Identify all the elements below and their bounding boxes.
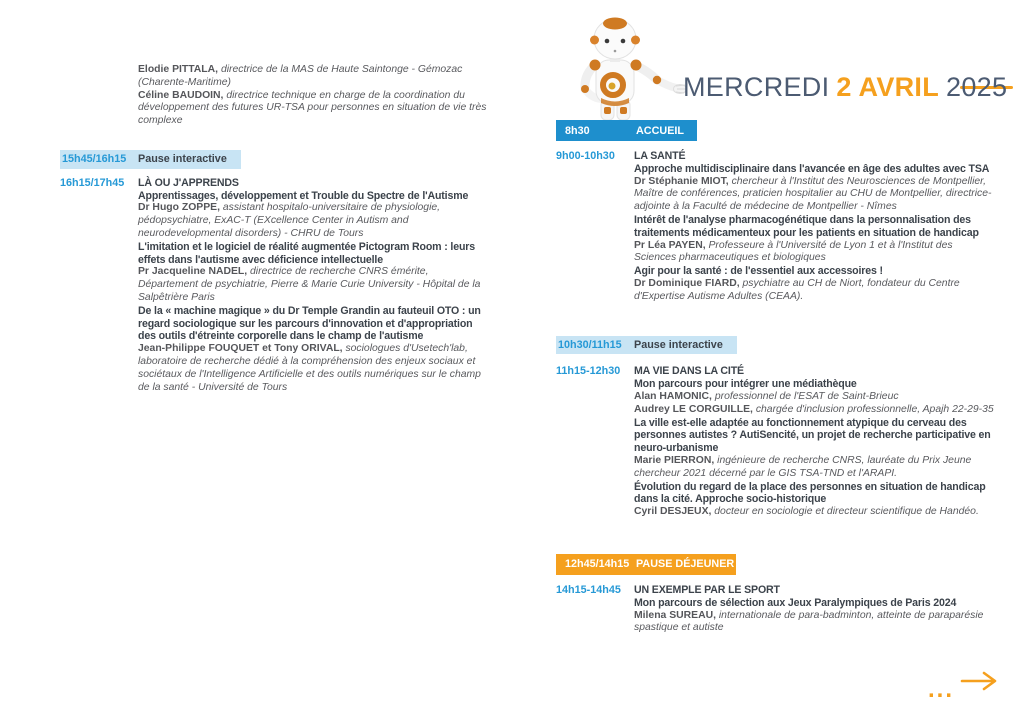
speaker-entry <box>634 391 994 404</box>
speaker-entry <box>138 266 488 304</box>
talk-title: De la « machine magique » du Dr Temple Grandin au fauteuil OTO : un regard sociologique sur les parcours d'innovation et d'appropriation des outils d'étreinte corporelle dans le champ de l'autisme <box>138 304 481 343</box>
speaker-entry <box>634 240 994 266</box>
right-column <box>556 120 994 635</box>
session-block <box>60 64 488 128</box>
speaker-name: Audrey LE CORGUILLE, <box>634 403 756 415</box>
talk-title: Mon parcours de sélection aux Jeux Paralympiques de Paris 2024 <box>634 596 957 609</box>
speaker-name: Jean-Philippe FOUQUET et Tony ORIVAL, <box>138 343 346 355</box>
session-time: 9h00-10h30 <box>556 150 615 162</box>
speaker-entry <box>138 343 488 394</box>
session-category-title: MA VIE DANS LA CITÉ <box>634 365 744 378</box>
speaker-name: Dr Dominique FIARD, <box>634 277 743 289</box>
speaker-entry <box>634 610 994 636</box>
session-block <box>556 584 994 635</box>
break-label: Pause interactive <box>138 152 227 165</box>
speaker-name: Dr Hugo ZOPPE, <box>138 202 223 214</box>
left-column <box>60 64 488 394</box>
talk-title: La ville est-elle adaptée au fonctionnement atypique du cerveau des personnes autistes ? AutiSencité, un projet de recherche participative en neuro-urbanisme <box>634 416 991 455</box>
session-content <box>634 584 994 635</box>
speaker-role: docteur en sociologie et directeur scientifique de Handéo. <box>714 506 979 518</box>
continuation-arrow-icon <box>960 670 1000 697</box>
interactive-break-band <box>60 150 241 169</box>
speaker-entry <box>634 506 994 519</box>
session-block <box>556 365 994 519</box>
speaker-name: Marie PIERRON, <box>634 454 718 466</box>
speaker-entry <box>138 64 488 90</box>
speaker-role: internationale de para-badminton, atteinte de paraparésie spastique et autiste <box>634 609 984 634</box>
speaker-name: Pr Léa PAYEN, <box>634 239 709 251</box>
talk-title: Approche multidisciplinaire dans l'avancée en âge des adultes avec TSA <box>634 162 990 175</box>
session-time: 16h15/17h45 <box>60 176 125 189</box>
page-title <box>683 72 1007 103</box>
speaker-entry <box>634 455 994 481</box>
speaker-entry <box>138 90 488 128</box>
speaker-name: Dr Stéphanie MIOT, <box>634 175 732 187</box>
break-time: 15h45/16h15 <box>62 152 127 165</box>
talk-title: L'imitation et le logiciel de réalité augmentée Pictogram Room : leurs effets dans l'autisme avec déficience intellectuelle <box>138 240 475 266</box>
speaker-role: Professeure à l'Université de Lyon 1 et à l'Institut des Sciences pharmaceutiques et biologiques <box>634 239 953 264</box>
interactive-break-band <box>556 336 737 355</box>
talk-title: Mon parcours pour intégrer une médiathèque <box>634 378 857 391</box>
session-content <box>138 64 488 128</box>
session-block <box>556 150 994 304</box>
bar-label: ACCUEIL <box>636 124 684 137</box>
speaker-role: ingénieure de recherche CNRS, lauréate du Prix Jeune chercheur 2021 décerné par le GIS TSA-TND et l'ARAPI. <box>634 454 972 479</box>
bar-label: PAUSE DÉJEUNER <box>636 558 735 571</box>
speaker-role: sociologues d'Usetech'lab, laboratoire de recherche dédié à la compréhension des enjeux sociaux et sociétaux de l'Intelligence Artificielle et des outils numériques sur le champ de la santé - Université de Tours <box>138 343 481 393</box>
page-continuation <box>928 670 1000 703</box>
talk-title: Apprentissages, développement et Trouble du Spectre de l'Autisme <box>138 189 469 202</box>
session-content <box>138 177 488 395</box>
speaker-role: directrice technique en charge de la coordination du développement des futures UR-TSA pour personnes en situation de vie très complexe <box>138 89 487 127</box>
bar-time: 12h45/14h15 <box>565 558 630 571</box>
lunch-break-bar <box>556 554 736 575</box>
session-content <box>634 150 994 304</box>
speaker-entry <box>634 404 994 417</box>
speaker-name: Elodie PITTALA, <box>138 64 221 75</box>
speaker-role: chargée d'inclusion professionnelle, Apajh 22-29-35 <box>755 403 994 415</box>
session-time: 14h15-14h45 <box>556 583 621 596</box>
break-time: 10h30/11h15 <box>558 338 622 351</box>
nao-robot-image <box>549 6 689 127</box>
session-content <box>634 365 994 519</box>
speaker-name: Milena SUREAU, <box>634 609 719 621</box>
speaker-role: chercheur à l'Institut des Neurosciences de Montpellier, Maître de conférences, praticien hospitalier au CHU de Montpellier, directrice-adjointe à la Faculté de médecine de Montpellier - Nîmes <box>634 175 992 213</box>
break-label: Pause interactive <box>634 338 723 351</box>
bar-time: 8h30 <box>565 124 590 137</box>
title-date: 2 AVRIL <box>836 72 940 102</box>
session-category-title: LA SANTÉ <box>634 150 686 162</box>
speaker-name: Cyril DESJEUX, <box>634 506 715 518</box>
session-category-title: UN EXEMPLE PAR LE SPORT <box>634 583 780 596</box>
talk-title: Agir pour la santé : de l'essentiel aux accessoires ! <box>634 265 883 278</box>
speaker-role: directrice de la MAS de Haute Saintonge - Gémozac (Charente-Maritime) <box>138 64 463 88</box>
speaker-name: Pr Jacqueline NADEL, <box>138 266 251 278</box>
speaker-name: Alan HAMONIC, <box>634 390 715 402</box>
ellipsis-dots: ... <box>928 676 955 703</box>
speaker-name: Céline BAUDOIN, <box>138 89 227 101</box>
title-year: 2025 <box>946 72 1008 102</box>
accueil-bar <box>556 120 697 141</box>
speaker-role: psychiatre au CH de Niort, fondateur du Centre d'Expertise Autisme Adultes (CEAA). <box>634 277 960 302</box>
talk-title: Intérêt de l'analyse pharmacogénétique dans la personnalisation des traitements médicamenteux pour les patients en situation de handicap <box>634 213 979 239</box>
speaker-role: assistant hospitalo-universitaire de physiologie, pédopsychiatre, ExAC-T (EXcellence Center in Autism and neurodevelopmental disorders) - CHRU de Tours <box>138 202 441 239</box>
talk-title: Évolution du regard de la place des personnes en situation de handicap dans la cité. Approche socio-historique <box>634 480 986 506</box>
speaker-entry <box>634 278 994 304</box>
session-category-title: LÀ OU J'APPRENDS <box>138 176 239 189</box>
session-time: 11h15-12h30 <box>556 365 621 378</box>
session-block <box>60 177 488 395</box>
speaker-role: professionnel de l'ESAT de Saint-Brieuc <box>714 390 899 402</box>
speaker-entry <box>138 202 488 240</box>
title-day: MERCREDI <box>683 72 830 102</box>
speaker-entry <box>634 176 994 214</box>
speaker-role: directrice de recherche CNRS émérite, Département de psychiatrie, Pierre & Marie Curie University - Hôpital de la Salpêtrière Paris <box>138 266 481 303</box>
